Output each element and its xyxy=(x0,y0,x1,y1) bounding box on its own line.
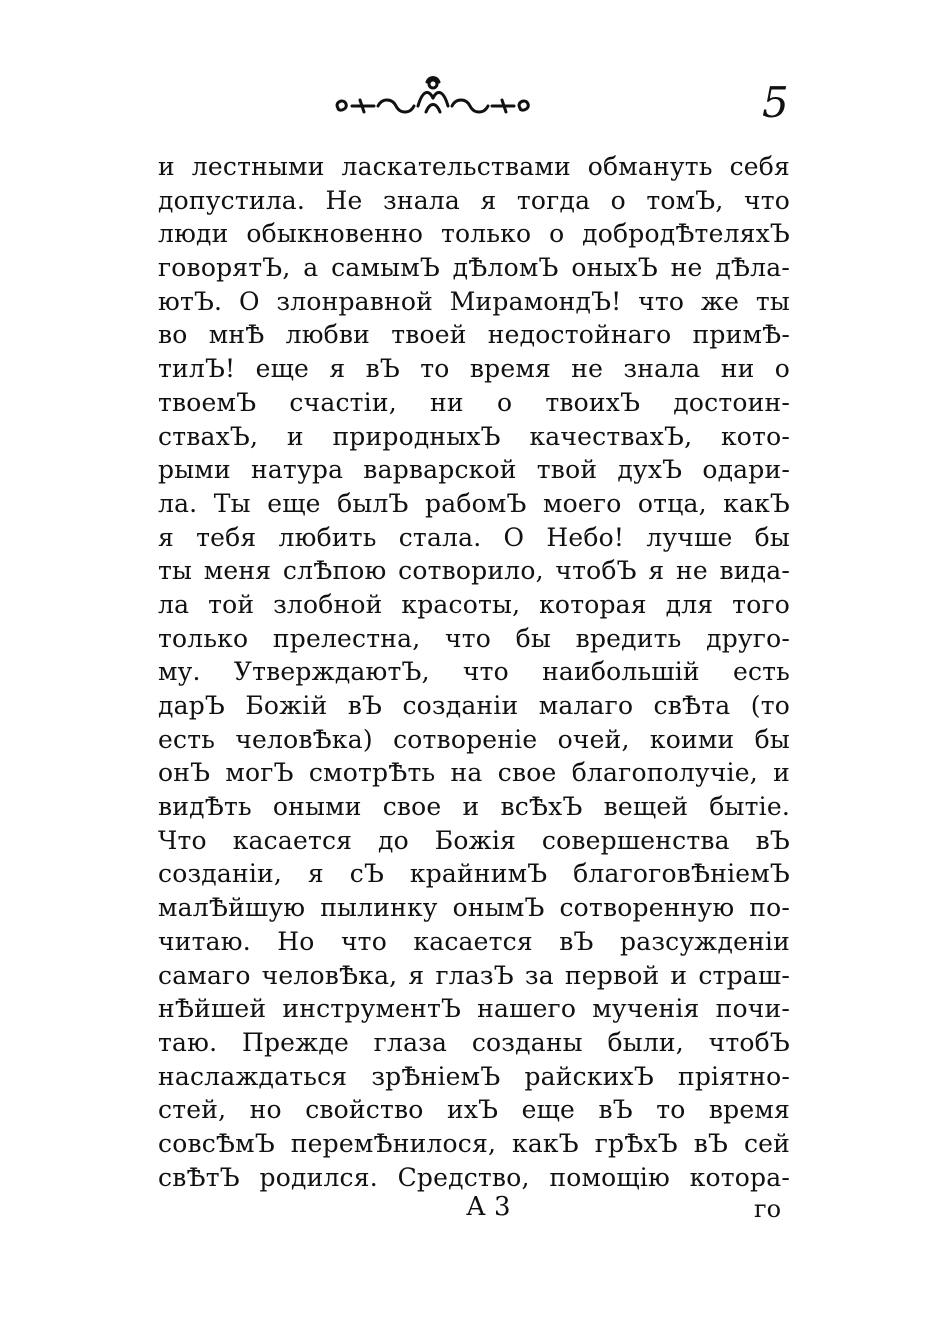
text-line-28: наслаждаться зрѢнiемЪ райскихЪ прiятно- xyxy=(158,1061,790,1091)
text-line-18: есть человѢка) сотворенiе очей, коими бы xyxy=(158,724,790,754)
text-line-24: читаю. Но что касается вЪ разсужденiи xyxy=(158,926,790,956)
page-number: 5 xyxy=(762,78,789,127)
text-line-11: ла. Ты еще былЪ рабомЪ моего отца, какЪ xyxy=(158,488,790,518)
text-line-21: Что касается до Божiя совершенства вЪ xyxy=(158,825,790,855)
text-line-2: допустила. Не знала я тогда о томЪ, что xyxy=(158,185,790,215)
text-line-12: я тебя любить стала. О Небо! лучше бы xyxy=(158,522,790,552)
text-line-4: говорятЪ, а самымЪ дѢломЪ оныхЪ не дѢла- xyxy=(158,253,790,283)
catchword: го xyxy=(754,1195,782,1223)
text-line-8: твоемЪ счастiи, ни о твоихЪ достоин- xyxy=(158,387,790,417)
text-line-5: ютЪ. О злонравной МирамондЪ! что же ты xyxy=(158,286,790,316)
text-line-25: самаго человѢка, я глазЪ за первой и страш- xyxy=(158,960,790,990)
text-line-14: ла той злобной красоты, которая для того xyxy=(158,589,790,619)
text-line-19: онЪ могЪ смотрѢть на свое благополучiе, и xyxy=(158,758,790,788)
text-line-13: ты меня слѢпою сотворило, чтобЪ я не вида- xyxy=(158,556,790,586)
text-line-3: люди обыкновенно только о добродѢтеляхЪ xyxy=(158,219,790,249)
text-line-22: созданiи, я сЪ крайнимЪ благоговѢнiемЪ xyxy=(158,859,790,889)
headpiece-ornament xyxy=(330,72,536,128)
text-line-30: совсѢмЪ перемѢнилося, какЪ грѢхЪ вЪ сей xyxy=(158,1128,790,1158)
text-line-6: во мнѢ любви твоей недостойнаго примѢ- xyxy=(158,320,790,350)
text-line-1: и лестными ласкательствами обмануть себя xyxy=(158,152,790,181)
text-line-10: рыми натура варварской твой духЪ одари- xyxy=(158,455,790,485)
text-line-20: видѢть оными свое и всѢхЪ вещей бытiе. xyxy=(158,792,790,822)
text-line-7: тилЪ! еще я вЪ то время не знала ни о xyxy=(158,354,790,384)
text-line-29: стей, но свойство ихЪ еще вЪ то время xyxy=(158,1095,790,1125)
signature-mark: А 3 xyxy=(466,1192,511,1222)
body-text xyxy=(158,150,790,1194)
text-line-16: му. УтверждаютЪ, что наибольшiй есть xyxy=(158,657,790,687)
text-line-23: малѢйшую пылинку онымЪ сотворенную по- xyxy=(158,893,790,923)
text-line-9: ствахЪ, и природныхЪ качествахЪ, кото- xyxy=(158,421,790,451)
text-line-17: дарЪ Божiй вЪ созданiи малаго свѢта (то xyxy=(158,691,790,720)
text-line-26: нѢйшей инструментЪ нашего мученiя почи- xyxy=(158,994,790,1024)
text-line-27: таю. Прежде глаза созданы были, чтобЪ xyxy=(158,1027,790,1057)
text-line-15: только прелестна, что бы вредить друго- xyxy=(158,623,790,653)
text-line-31: свѢтЪ родился. Средство, помощiю котора- xyxy=(158,1162,790,1192)
